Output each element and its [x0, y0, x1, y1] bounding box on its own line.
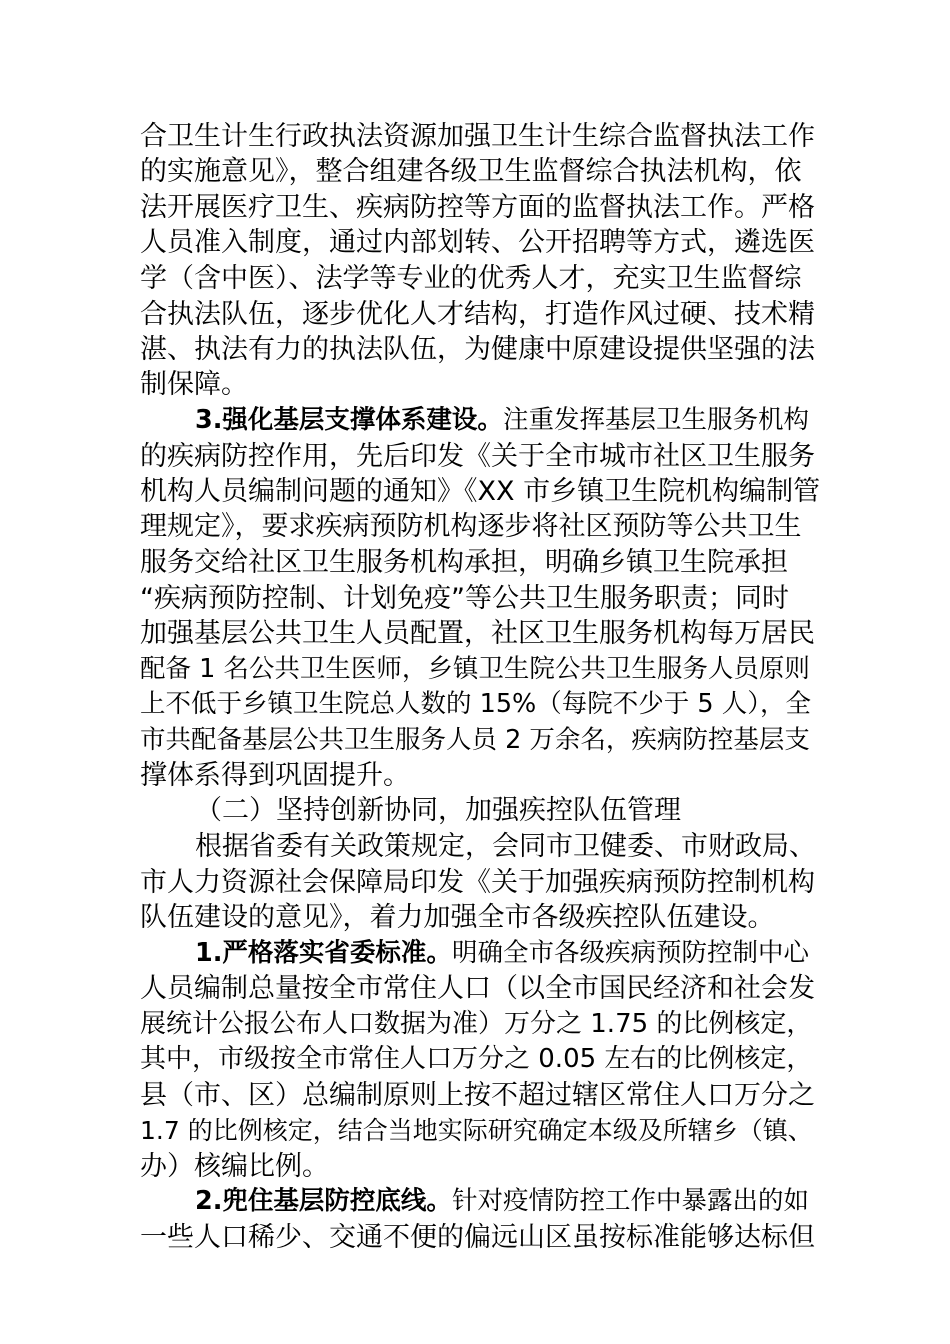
text-line: 市共配备基层公共卫生服务人员 2 万余名，疾病防控基层支: [140, 725, 810, 755]
text-line: 法开展医疗卫生、疾病防控等方面的监督执法工作。严格: [140, 192, 815, 223]
paragraph-first-line: [195, 402, 820, 439]
text-line: 湛、执法有力的执法队伍，为健康中原建设提供坚强的法: [140, 334, 815, 365]
text-line: 人员准入制度，通过内部划转、公开招聘等方式，遴选医: [140, 227, 815, 258]
text-run: 针对疫情防控工作中暴露出的如: [451, 1186, 809, 1216]
text-line: 配备 1 名公共卫生医师，乡镇卫生院公共卫生服务人员原则: [140, 654, 810, 684]
text-line: 服务交给社区卫生服务机构承担，明确乡镇卫生院承担: [140, 547, 788, 578]
text-line: 机构人员编制问题的通知》《XX 市乡镇卫生院机构编制管: [140, 476, 821, 507]
text-run: 明确全市各级疾病预防控制中心: [451, 938, 809, 968]
text-line: 办）核编比例。: [140, 1151, 329, 1182]
text-line: 的实施意见》，整合组建各级卫生监督综合执法机构，依: [140, 156, 802, 187]
text-line: 合执法队伍，逐步优化人才结构，打造作风过硬、技术精: [140, 299, 815, 330]
text-line: 上不低于乡镇卫生院总人数的 15%（每院不少于 5 人），全: [140, 689, 811, 719]
paragraph-first-line: [195, 935, 820, 972]
text-line: 市人力资源社会保障局印发《关于加强疾病预防控制机构: [140, 867, 815, 898]
text-line: 撑体系得到巩固提升。: [140, 760, 410, 791]
section-heading: 1.严格落实省委标准。: [195, 938, 452, 968]
text-line: 1.7 的比例核定，结合当地实际研究确定本级及所辖乡（镇、: [140, 1116, 813, 1145]
text-line: “疾病预防控制、计划免疫”等公共卫生服务职责；同时: [140, 583, 789, 614]
text-line: 一些人口稀少、交通不便的偏远山区虽按标准能够达标但: [140, 1222, 815, 1253]
text-line: 合卫生计生行政执法资源加强卫生计生综合监督执法工作: [140, 121, 815, 152]
text-line: 展统计公报公布人口数据为准）万分之 1.75 的比例核定，: [140, 1009, 813, 1039]
text-line: 的疾病防控作用，先后印发《关于全市城市社区卫生服务: [140, 441, 815, 472]
section-heading: 3.强化基层支撑体系建设。: [195, 405, 503, 435]
text-line: 人员编制总量按全市常住人口（以全市国民经济和社会发: [140, 973, 815, 1004]
text-line: 理规定》，要求疾病预防机构逐步将社区预防等公共卫生: [140, 511, 802, 542]
text-run: 注重发挥基层卫生服务机构: [502, 405, 809, 435]
text-line: 其中，市级按全市常住人口万分之 0.05 左右的比例核定，: [140, 1044, 813, 1074]
section-heading: 2.兜住基层防控底线。: [195, 1186, 452, 1216]
text-line: 根据省委有关政策规定，会同市卫健委、市财政局、: [195, 831, 816, 862]
text-line: 学（含中医）、法学等专业的优秀人才，充实卫生监督综: [140, 263, 802, 294]
text-line: 制保障。: [140, 369, 248, 400]
subsection-heading: （二）坚持创新协同，加强疾控队伍管理: [195, 795, 681, 826]
text-line: 县（市、区）总编制原则上按不超过辖区常住人口万分之: [140, 1080, 815, 1111]
text-line: 队伍建设的意见》，着力加强全市各级疾控队伍建设。: [140, 902, 775, 933]
paragraph-first-line: [195, 1183, 820, 1220]
text-line: 加强基层公共卫生人员配置，社区卫生服务机构每万居民: [140, 618, 815, 649]
